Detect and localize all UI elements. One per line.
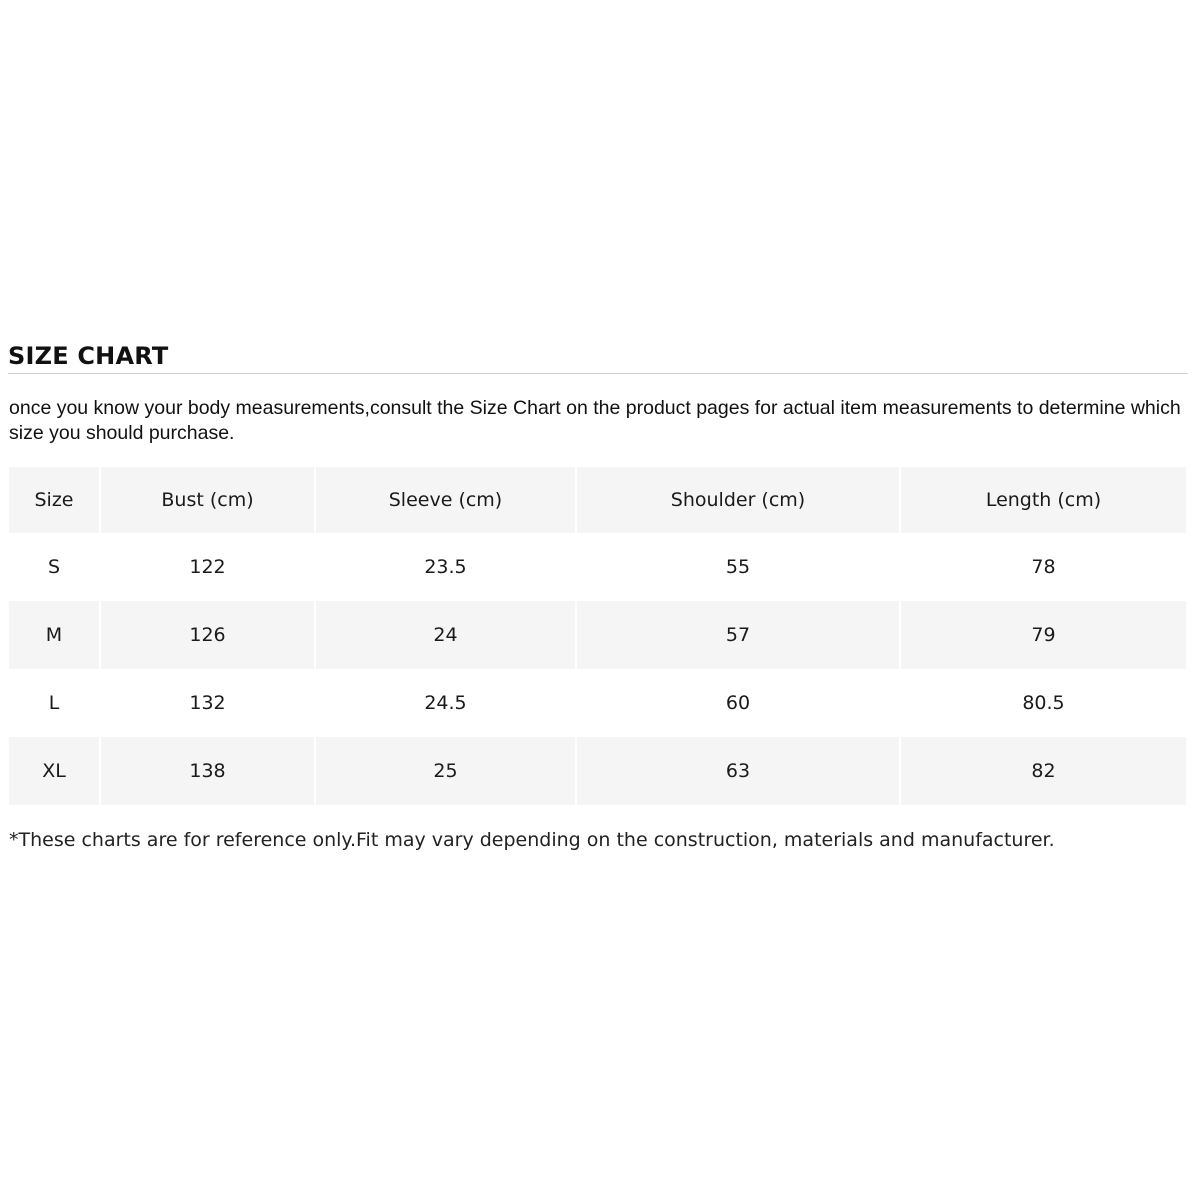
header-shoulder: Shoulder (cm)	[576, 467, 900, 533]
section-title: SIZE CHART	[8, 342, 169, 370]
cell-length: 82	[1031, 760, 1056, 782]
table-row	[9, 533, 1186, 601]
table-header-row	[9, 467, 1186, 533]
table-row	[9, 737, 1186, 805]
cell-sleeve: 23.5	[315, 533, 576, 601]
table-row	[9, 669, 1186, 737]
title-divider	[8, 373, 1188, 374]
cell-size: XL	[9, 737, 100, 805]
cell-length: 80.5	[1022, 692, 1065, 714]
cell-shoulder: 63	[576, 737, 900, 805]
size-chart-table	[9, 467, 1186, 805]
cell-sleeve: 25	[315, 737, 576, 805]
cell-shoulder: 55	[576, 533, 900, 601]
cell-size: M	[9, 601, 100, 669]
cell-bust: 138	[100, 737, 315, 805]
header-sleeve: Sleeve (cm)	[315, 467, 576, 533]
cell-sleeve: 24.5	[315, 669, 576, 737]
cell-length: 79	[1031, 624, 1056, 646]
header-bust: Bust (cm)	[100, 467, 315, 533]
footnote: *These charts are for reference only.Fit may vary depending on the construction, materials and manufacturer.	[9, 829, 1055, 851]
intro-text: once you know your body measurements,consult the Size Chart on the product pages for actual item measurements to determine which size you should purchase.	[9, 397, 1181, 444]
cell-shoulder: 57	[576, 601, 900, 669]
cell-size: S	[9, 533, 100, 601]
cell-sleeve: 24	[315, 601, 576, 669]
header-size: Size	[9, 467, 100, 533]
cell-bust: 122	[100, 533, 315, 601]
cell-bust: 126	[100, 601, 315, 669]
cell-length: 78	[1031, 556, 1056, 578]
cell-shoulder: 60	[576, 669, 900, 737]
header-length: Length (cm)	[985, 489, 1102, 511]
cell-size: L	[9, 669, 100, 737]
table-row	[9, 601, 1186, 669]
cell-bust: 132	[100, 669, 315, 737]
